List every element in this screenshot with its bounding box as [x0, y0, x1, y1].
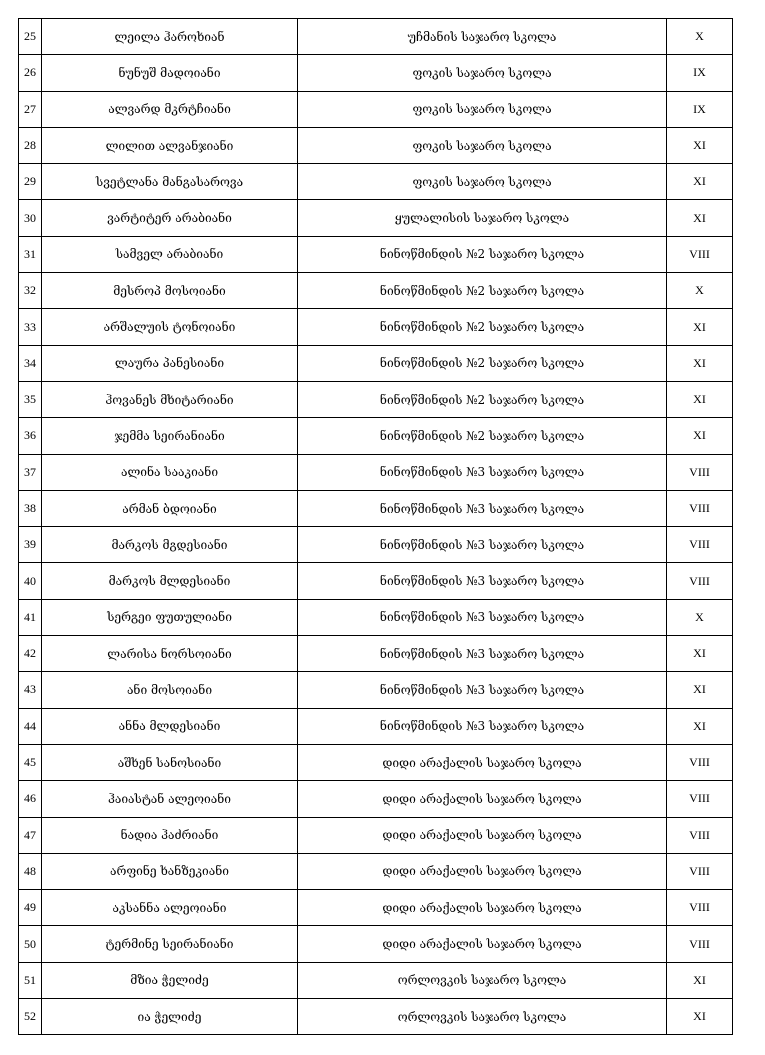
row-number-cell: 33	[19, 309, 42, 345]
school-name-cell: დიდი არაქალის საჯარო სკოლა	[298, 853, 667, 889]
table-row	[19, 962, 733, 998]
student-name-cell: ალვარდ მკრტჩიანი	[42, 91, 298, 127]
row-number-cell: 51	[19, 962, 42, 998]
row-number-cell: 36	[19, 418, 42, 454]
student-table	[18, 18, 733, 1035]
grade-cell: VIII	[667, 563, 733, 599]
grade-cell: XI	[667, 636, 733, 672]
table-row	[19, 381, 733, 417]
grade-cell: VIII	[667, 236, 733, 272]
row-number-cell: 40	[19, 563, 42, 599]
school-name-cell: დიდი არაქალის საჯარო სკოლა	[298, 890, 667, 926]
student-name-cell: მარკოს მლდესიანი	[42, 563, 298, 599]
table-row	[19, 672, 733, 708]
table-row	[19, 926, 733, 962]
row-number-cell: 43	[19, 672, 42, 708]
table-row	[19, 527, 733, 563]
grade-cell: XI	[667, 127, 733, 163]
student-name-cell: სამველ არაბიანი	[42, 236, 298, 272]
school-name-cell: ნინოწმინდის №3 საჯარო სკოლა	[298, 527, 667, 563]
table-row	[19, 273, 733, 309]
student-name-cell: ტერმინე სეირანიანი	[42, 926, 298, 962]
row-number-cell: 31	[19, 236, 42, 272]
table-row	[19, 454, 733, 490]
student-name-cell: ვარტიტერ არაბიანი	[42, 200, 298, 236]
table-row	[19, 309, 733, 345]
table-row	[19, 563, 733, 599]
school-name-cell: ნინოწმინდის №3 საჯარო სკოლა	[298, 599, 667, 635]
row-number-cell: 35	[19, 381, 42, 417]
school-name-cell: დიდი არაქალის საჯარო სკოლა	[298, 926, 667, 962]
student-name-cell: მზია ჭელიძე	[42, 962, 298, 998]
grade-cell: VIII	[667, 744, 733, 780]
table-row	[19, 19, 733, 55]
student-name-cell: სერგეი ფუთულიანი	[42, 599, 298, 635]
school-name-cell: ნინოწმინდის №2 საჯარო სკოლა	[298, 381, 667, 417]
grade-cell: VIII	[667, 926, 733, 962]
student-table-body	[19, 19, 733, 1035]
school-name-cell: ნინოწმინდის №2 საჯარო სკოლა	[298, 418, 667, 454]
table-row	[19, 236, 733, 272]
table-row	[19, 490, 733, 526]
row-number-cell: 38	[19, 490, 42, 526]
table-row	[19, 817, 733, 853]
row-number-cell: 28	[19, 127, 42, 163]
student-name-cell: ჰოვანეს მხიტარიანი	[42, 381, 298, 417]
student-name-cell: ლეილა ჰაროხიან	[42, 19, 298, 55]
student-name-cell: ალინა სააკიანი	[42, 454, 298, 490]
school-name-cell: დიდი არაქალის საჯარო სკოლა	[298, 817, 667, 853]
school-name-cell: ნინოწმინდის №3 საჯარო სკოლა	[298, 708, 667, 744]
student-name-cell: აშხენ სანოსიანი	[42, 744, 298, 780]
row-number-cell: 45	[19, 744, 42, 780]
grade-cell: XI	[667, 381, 733, 417]
row-number-cell: 48	[19, 853, 42, 889]
row-number-cell: 37	[19, 454, 42, 490]
grade-cell: VIII	[667, 454, 733, 490]
grade-cell: IX	[667, 55, 733, 91]
school-name-cell: ფოკის საჯარო სკოლა	[298, 91, 667, 127]
school-name-cell: ფოკის საჯარო სკოლა	[298, 164, 667, 200]
student-name-cell: არფინე ხანზეკიანი	[42, 853, 298, 889]
school-name-cell: ფოკის საჯარო სკოლა	[298, 55, 667, 91]
student-name-cell: ჯემმა სეირანიანი	[42, 418, 298, 454]
grade-cell: X	[667, 599, 733, 635]
row-number-cell: 41	[19, 599, 42, 635]
student-name-cell: აკსანნა ალეოიანი	[42, 890, 298, 926]
grade-cell: XI	[667, 999, 733, 1035]
student-name-cell: ნუნუშ მადოიანი	[42, 55, 298, 91]
student-name-cell: ლარისა ნორსოიანი	[42, 636, 298, 672]
row-number-cell: 46	[19, 781, 42, 817]
row-number-cell: 25	[19, 19, 42, 55]
school-name-cell: ნინოწმინდის №2 საჯარო სკოლა	[298, 236, 667, 272]
grade-cell: VIII	[667, 527, 733, 563]
row-number-cell: 42	[19, 636, 42, 672]
grade-cell: XI	[667, 164, 733, 200]
grade-cell: XI	[667, 708, 733, 744]
school-name-cell: დიდი არაქალის საჯარო სკოლა	[298, 781, 667, 817]
school-name-cell: უჩმანის საჯარო სკოლა	[298, 19, 667, 55]
school-name-cell: ორლოვკის საჯარო სკოლა	[298, 962, 667, 998]
student-name-cell: ლაურა პანესიანი	[42, 345, 298, 381]
grade-cell: XI	[667, 962, 733, 998]
school-name-cell: ნინოწმინდის №3 საჯარო სკოლა	[298, 636, 667, 672]
grade-cell: VIII	[667, 490, 733, 526]
grade-cell: XI	[667, 672, 733, 708]
table-row	[19, 781, 733, 817]
row-number-cell: 47	[19, 817, 42, 853]
row-number-cell: 49	[19, 890, 42, 926]
student-name-cell: ლილით ალვანჯიანი	[42, 127, 298, 163]
table-row	[19, 708, 733, 744]
row-number-cell: 50	[19, 926, 42, 962]
grade-cell: IX	[667, 91, 733, 127]
student-name-cell: სვეტლანა მანგასაროვა	[42, 164, 298, 200]
school-name-cell: ფოკის საჯარო სკოლა	[298, 127, 667, 163]
student-name-cell: ანი მოსოიანი	[42, 672, 298, 708]
grade-cell: VIII	[667, 853, 733, 889]
school-name-cell: ორლოვკის საჯარო სკოლა	[298, 999, 667, 1035]
student-name-cell: მესროპ მოსოიანი	[42, 273, 298, 309]
grade-cell: XI	[667, 418, 733, 454]
row-number-cell: 32	[19, 273, 42, 309]
grade-cell: X	[667, 273, 733, 309]
grade-cell: VIII	[667, 817, 733, 853]
table-row	[19, 345, 733, 381]
student-name-cell: ია ჭელიძე	[42, 999, 298, 1035]
table-row	[19, 890, 733, 926]
row-number-cell: 26	[19, 55, 42, 91]
school-name-cell: ნინოწმინდის №2 საჯარო სკოლა	[298, 273, 667, 309]
row-number-cell: 29	[19, 164, 42, 200]
school-name-cell: ნინოწმინდის №2 საჯარო სკოლა	[298, 309, 667, 345]
table-row	[19, 636, 733, 672]
school-name-cell: ნინოწმინდის №3 საჯარო სკოლა	[298, 454, 667, 490]
row-number-cell: 34	[19, 345, 42, 381]
table-row	[19, 853, 733, 889]
table-row	[19, 55, 733, 91]
student-name-cell: ნადია ჰაძრიანი	[42, 817, 298, 853]
row-number-cell: 44	[19, 708, 42, 744]
school-name-cell: ნინოწმინდის №3 საჯარო სკოლა	[298, 490, 667, 526]
table-row	[19, 91, 733, 127]
school-name-cell: ნინოწმინდის №2 საჯარო სკოლა	[298, 345, 667, 381]
grade-cell: XI	[667, 309, 733, 345]
grade-cell: X	[667, 19, 733, 55]
row-number-cell: 39	[19, 527, 42, 563]
school-name-cell: ნინოწმინდის №3 საჯარო სკოლა	[298, 563, 667, 599]
table-row	[19, 200, 733, 236]
student-name-cell: არშალუის ტონოიანი	[42, 309, 298, 345]
student-name-cell: ანნა მლდესიანი	[42, 708, 298, 744]
table-row	[19, 164, 733, 200]
table-row	[19, 418, 733, 454]
row-number-cell: 52	[19, 999, 42, 1035]
row-number-cell: 30	[19, 200, 42, 236]
school-name-cell: ყულალისის საჯარო სკოლა	[298, 200, 667, 236]
school-name-cell: ნინოწმინდის №3 საჯარო სკოლა	[298, 672, 667, 708]
student-name-cell: მარკოს მგდესიანი	[42, 527, 298, 563]
grade-cell: XI	[667, 200, 733, 236]
grade-cell: XI	[667, 345, 733, 381]
table-row	[19, 744, 733, 780]
table-row	[19, 127, 733, 163]
grade-cell: VIII	[667, 781, 733, 817]
table-row	[19, 999, 733, 1035]
row-number-cell: 27	[19, 91, 42, 127]
table-row	[19, 599, 733, 635]
student-name-cell: ჰაიასტან ალეოიანი	[42, 781, 298, 817]
student-name-cell: არმან ბდოიანი	[42, 490, 298, 526]
school-name-cell: დიდი არაქალის საჯარო სკოლა	[298, 744, 667, 780]
grade-cell: VIII	[667, 890, 733, 926]
